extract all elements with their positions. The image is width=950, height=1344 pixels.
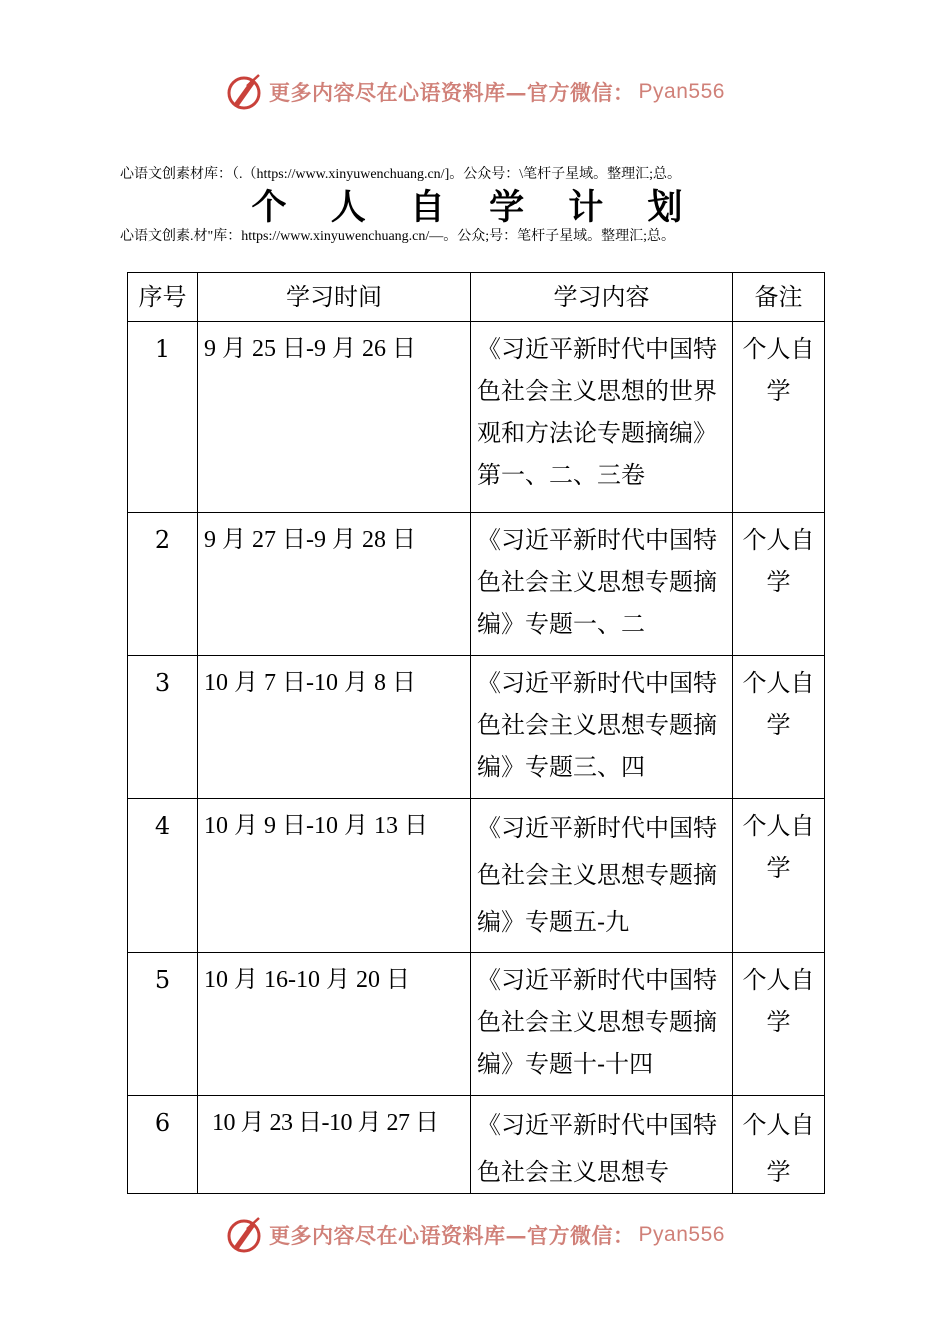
- table-header-row: [128, 273, 825, 322]
- row-note: 个人自学: [733, 322, 825, 513]
- watermark-wechat-id: Pyan556: [638, 1223, 725, 1246]
- watermark-wechat-id: Pyan556: [638, 80, 725, 103]
- row-no: 5: [128, 953, 198, 1096]
- row-no: 3: [128, 656, 198, 799]
- table-row: [128, 322, 825, 513]
- source-line-2: 心语文创素.材"库：https://www.xinyuwenchuang.cn/—。公众;号：笔杆子星域。整理汇;总。: [120, 229, 676, 244]
- table-row: [128, 513, 825, 656]
- row-note: 个人自学: [733, 513, 825, 656]
- table-row: [128, 799, 825, 953]
- row-time: 10 月 9 日-10 月 13 日: [198, 799, 471, 953]
- row-note: 个人自学: [733, 799, 825, 953]
- row-time: 10 月 7 日-10 月 8 日: [198, 656, 471, 799]
- study-plan-table: [127, 272, 825, 1194]
- watermark-text: 更多内容尽在心语资料库—官方微信：: [269, 80, 635, 105]
- header-time: 学习时间: [198, 273, 471, 322]
- header-no: 序号: [128, 273, 198, 322]
- header-content: 学习内容: [471, 273, 733, 322]
- row-note: 个人自学: [733, 1096, 825, 1194]
- row-time: 9 月 25 日-9 月 26 日: [198, 322, 471, 513]
- row-no: 1: [128, 322, 198, 513]
- watermark-banner-bottom: [0, 1213, 950, 1257]
- row-content: 《习近平新时代中国特色社会主义思想专题摘编》专题三、四: [471, 656, 733, 799]
- table-row: [128, 953, 825, 1096]
- row-time: 10 月 16-10 月 20 日: [198, 953, 471, 1096]
- table-row: [128, 1096, 825, 1194]
- row-content: 《习近平新时代中国特色社会主义思想专题摘编》专题五-九: [471, 799, 733, 953]
- pen-circle-logo-icon: [225, 1215, 265, 1255]
- row-no: 2: [128, 513, 198, 656]
- row-no: 6: [128, 1096, 198, 1194]
- row-time: 9 月 27 日-9 月 28 日: [198, 513, 471, 656]
- row-time: 10 月 23 日-10 月 27 日: [198, 1096, 471, 1194]
- watermark-text: 更多内容尽在心语资料库—官方微信：: [269, 1223, 635, 1248]
- row-note: 个人自学: [733, 656, 825, 799]
- header-note: 备注: [733, 273, 825, 322]
- document-title: 个 人 自 学 计 划: [251, 188, 699, 228]
- row-content: 《习近平新时代中国特色社会主义思想专题摘编》专题十-十四: [471, 953, 733, 1096]
- pen-circle-logo-icon: [225, 72, 265, 112]
- source-line-1: 心语文创素材库：（.（https://www.xinyuwenchuang.cn/]。公众号：\笔杆子星域。整理汇;总。: [120, 167, 682, 182]
- watermark-banner-top: [0, 70, 950, 114]
- row-content: 《习近平新时代中国特色社会主义思想专: [471, 1096, 733, 1194]
- table-row: [128, 656, 825, 799]
- row-content: 《习近平新时代中国特色社会主义思想专题摘编》专题一、二: [471, 513, 733, 656]
- row-content: 《习近平新时代中国特色社会主义思想的世界观和方法论专题摘编》第一、二、三卷: [471, 322, 733, 513]
- row-note: 个人自学: [733, 953, 825, 1096]
- row-no: 4: [128, 799, 198, 953]
